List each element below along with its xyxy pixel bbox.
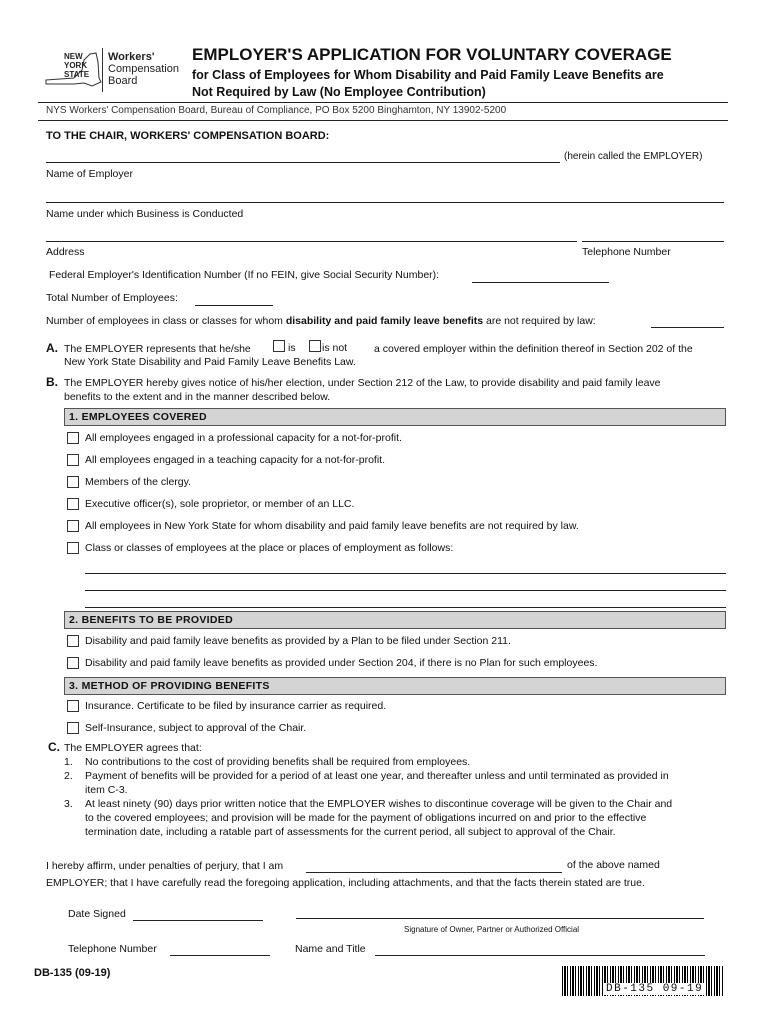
class-description-line-3[interactable] [85, 607, 726, 608]
logo-state-line1: NEW [64, 52, 83, 61]
name-title-label: Name and Title [295, 943, 366, 955]
telephone-label: Telephone Number [582, 246, 671, 258]
professional-option: All employees engaged in a professional capacity for a not-for-profit. [85, 432, 402, 444]
self-insurance-checkbox[interactable] [67, 722, 79, 734]
clergy-option: Members of the clergy. [85, 476, 192, 488]
section-204-checkbox[interactable] [67, 657, 79, 669]
teaching-checkbox[interactable] [67, 454, 79, 466]
barcode-text: DB-135 09-19 [603, 983, 706, 995]
form-id: DB-135 (09-19) [34, 967, 111, 979]
all-ny-employees-option: All employees in New York State for whom disability and paid family leave benefits are not required by law. [85, 520, 579, 532]
section-a-text: The EMPLOYER represents that he/she [64, 343, 251, 355]
professional-checkbox[interactable] [67, 432, 79, 444]
method-heading: 3. METHOD OF PROVIDING BENEFITS [64, 677, 726, 695]
self-insurance-option: Self-Insurance, subject to approval of the Chair. [85, 722, 307, 734]
logo-agency-line3: Board [108, 75, 138, 87]
class-employees-label [46, 315, 596, 327]
teaching-option: All employees engaged in a teaching capacity for a not-for-profit. [85, 454, 386, 466]
affirmation-prefix: I hereby affirm, under penalties of perjury, that I am [46, 860, 284, 872]
c-item-1-line1: No contributions to the cost of providing benefits shall be required from employees. [85, 756, 471, 768]
employees-covered-heading: 1. EMPLOYEES COVERED [64, 408, 726, 426]
address-rule [38, 120, 728, 121]
plan-section-211-checkbox[interactable] [67, 635, 79, 647]
is-label: is [288, 342, 296, 354]
section-b-letter: B. [46, 375, 58, 389]
is-checkbox[interactable] [273, 340, 285, 352]
c-item-2-line1: Payment of benefits will be provided for a period of at least one year, and thereafter unless and until terminated as provided in [85, 770, 669, 782]
benefits-heading: 2. BENEFITS TO BE PROVIDED [64, 611, 726, 629]
c-item-3-num: 3. [64, 798, 73, 810]
employer-suffix: (herein called the EMPLOYER) [564, 151, 703, 162]
c-item-3-line1: At least ninety (90) days prior written notice that the EMPLOYER wishes to discontinue coverage will be given to the Chair and [85, 798, 673, 810]
is-not-label: is not [322, 342, 348, 354]
is-not-checkbox[interactable] [309, 340, 321, 352]
section-a-line2: New York State Disability and Paid Family Leave Benefits Law. [64, 356, 356, 368]
c-item-3-line3: termination date, including a ratable part of assessments for the current period, all subject to approval of the Chair. [85, 826, 616, 838]
telephone-input[interactable] [582, 241, 724, 242]
class-description-line-2[interactable] [85, 590, 726, 591]
logo-state-line3: STATE [64, 70, 90, 79]
affirmation-suffix: of the above named [567, 859, 660, 871]
insurance-option: Insurance. Certificate to be filed by insurance carrier as required. [85, 700, 387, 712]
section-a-letter: A. [46, 341, 58, 355]
executive-option: Executive officer(s), sole proprietor, or member of an LLC. [85, 498, 355, 510]
form-subtitle-line1: for Class of Employees for Whom Disability and Paid Family Leave Benefits are [192, 68, 664, 82]
c-item-2-num: 2. [64, 770, 73, 782]
signer-phone-label: Telephone Number [68, 943, 157, 955]
address-input[interactable] [46, 241, 577, 242]
section-b-line2: benefits to the extent and in the manner described below. [64, 391, 331, 403]
insurance-checkbox[interactable] [67, 700, 79, 712]
class-employees-option: Class or classes of employees at the place or places of employment as follows: [85, 542, 454, 554]
executive-checkbox[interactable] [67, 498, 79, 510]
signature-input[interactable] [296, 918, 704, 919]
business-name-input[interactable] [46, 202, 724, 203]
affirmation-line2: EMPLOYER; that I have carefully read the foregoing application, including attachments, and that the facts therein stated are true. [46, 877, 645, 889]
clergy-checkbox[interactable] [67, 476, 79, 488]
logo-agency-line1: Workers' [108, 51, 155, 63]
name-title-input[interactable] [375, 955, 705, 956]
signer-phone-input[interactable] [170, 955, 270, 956]
class-description-line-1[interactable] [85, 573, 726, 574]
class-employees-suffix: are not required by law: [483, 315, 596, 327]
logo-state-line2: YORK [64, 61, 88, 70]
form-title: EMPLOYER'S APPLICATION FOR VOLUNTARY COVERAGE [192, 45, 672, 64]
total-employees-label: Total Number of Employees: [46, 292, 178, 304]
c-item-2-line2: item C-3. [85, 784, 128, 796]
logo-agency-line2: Compensation [108, 63, 179, 75]
header-rule [38, 102, 728, 103]
total-employees-input[interactable] [195, 305, 273, 306]
affirmation-title-input[interactable] [306, 872, 562, 873]
class-employees-checkbox[interactable] [67, 542, 79, 554]
c-item-3-line2: to the covered employees; and provision will be made for the payment of obligations incurred on and prior to the effective [85, 812, 647, 824]
c-item-1-num: 1. [64, 756, 73, 768]
class-employees-input[interactable] [651, 327, 724, 328]
employer-name-input[interactable] [46, 162, 560, 163]
section-c-letter: C. [48, 740, 60, 754]
employer-name-label: Name of Employer [46, 168, 133, 180]
date-signed-input[interactable] [133, 920, 263, 921]
section-204-option: Disability and paid family leave benefits as provided under Section 204, if there is no Plan for such employees. [85, 657, 598, 669]
fein-label: Federal Employer's Identification Number (If no FEIN, give Social Security Number): [49, 269, 440, 281]
section-a-suffix: a covered employer within the definition thereof in Section 202 of the [374, 343, 693, 355]
section-b-line1: The EMPLOYER hereby gives notice of his/her election, under Section 212 of the Law, to provide disability and paid family leave [64, 377, 661, 389]
fein-input[interactable] [472, 282, 609, 283]
address-label: Address [46, 246, 85, 258]
form-subtitle-line2: Not Required by Law (No Employee Contribution) [192, 85, 486, 99]
logo [44, 48, 184, 92]
board-address: NYS Workers' Compensation Board, Bureau of Compliance, PO Box 5200 Binghamton, NY 13902-5200 [46, 105, 507, 116]
all-ny-employees-checkbox[interactable] [67, 520, 79, 532]
signature-caption: Signature of Owner, Partner or Authorized Official [404, 925, 580, 934]
business-name-label: Name under which Business is Conducted [46, 208, 244, 220]
section-c-intro: The EMPLOYER agrees that: [64, 742, 202, 754]
plan-section-211-option: Disability and paid family leave benefits as provided by a Plan to be filed under Section 211. [85, 635, 511, 647]
class-employees-bold: disability and paid family leave benefits [285, 315, 484, 327]
date-signed-label: Date Signed [68, 908, 126, 920]
salutation: TO THE CHAIR, WORKERS' COMPENSATION BOARD: [46, 130, 330, 142]
class-employees-prefix: Number of employees in class or classes for whom [46, 315, 286, 327]
